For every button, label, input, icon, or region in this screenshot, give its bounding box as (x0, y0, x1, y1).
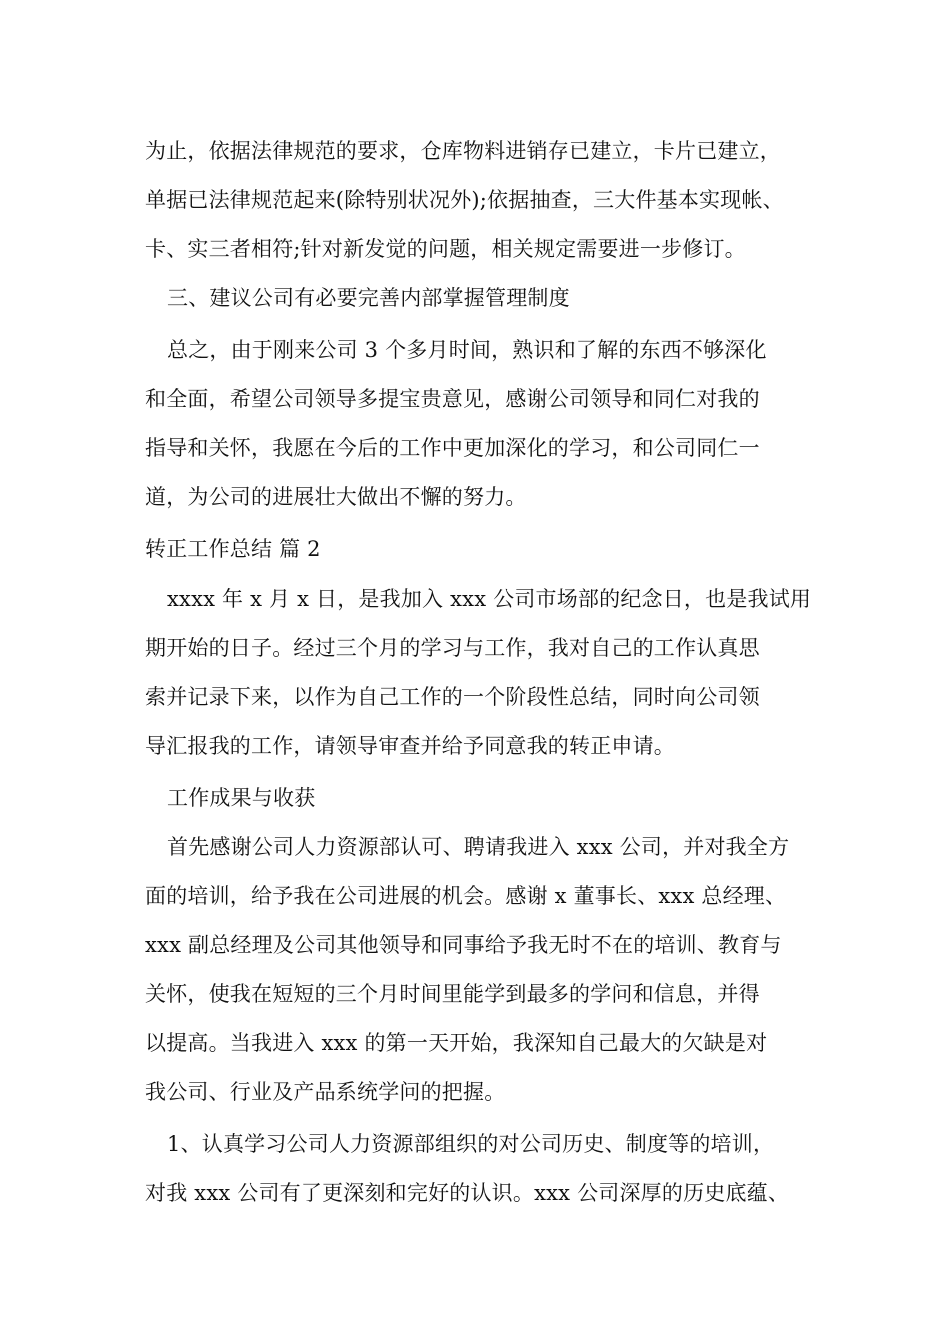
paragraph-line: 道，为公司的进展壮大做出不懈的努力。 (145, 485, 527, 509)
paragraph-line: 和全面，希望公司领导多提宝贵意见，感谢公司领导和同仁对我的 (145, 387, 760, 411)
paragraph-line: 对我 xxx 公司有了更深刻和完好的认识。xxx 公司深厚的历史底蕴、 (145, 1181, 790, 1205)
section-heading: 三、建议公司有必要完善内部掌握管理制度 (167, 286, 570, 310)
paragraph-line: 指导和关怀，我愿在今后的工作中更加深化的学习，和公司同仁一 (145, 436, 760, 460)
paragraph-line: 1、认真学习公司人力资源部组织的对公司历史、制度等的培训， (167, 1132, 775, 1156)
paragraph-line: 导汇报我的工作，请领导审查并给予同意我的转正申请。 (145, 734, 675, 758)
paragraph-line: xxxx 年 x 月 x 日，是我加入 xxx 公司市场部的纪念日，也是我试用 (167, 587, 812, 611)
paragraph-line: 为止，依据法律规范的要求，仓库物料进销存已建立，卡片已建立， (145, 139, 781, 163)
paragraph-line: 卡、实三者相符;针对新发觉的问题，相关规定需要进一步修订。 (145, 237, 746, 261)
paragraph-line: 首先感谢公司人力资源部认可、聘请我进入 xxx 公司，并对我全方 (167, 835, 790, 859)
paragraph-line: 索并记录下来，以作为自己工作的一个阶段性总结，同时向公司领 (145, 685, 760, 709)
paragraph-line: xxx 副总经理及公司其他领导和同事给予我无时不在的培训、教育与 (145, 933, 782, 957)
paragraph-line: 以提高。当我进入 xxx 的第一天开始，我深知自己最大的欠缺是对 (145, 1031, 768, 1055)
section-heading: 工作成果与收获 (167, 786, 316, 810)
article-heading: 转正工作总结 篇 2 (145, 537, 321, 561)
paragraph-line: 关怀，使我在短短的三个月时间里能学到最多的学问和信息，并得 (145, 982, 760, 1006)
paragraph-line: 总之，由于刚来公司 3 个多月时间，熟识和了解的东西不够深化 (167, 338, 767, 362)
paragraph-line: 单据已法律规范起来(除特别状况外);依据抽查，三大件基本实现帐、 (145, 188, 784, 212)
paragraph-line: 我公司、行业及产品系统学问的把握。 (145, 1080, 506, 1104)
paragraph-line: 面的培训，给予我在公司进展的机会。感谢 x 董事长、xxx 总经理、 (145, 884, 787, 908)
paragraph-line: 期开始的日子。经过三个月的学习与工作，我对自己的工作认真思 (145, 636, 760, 660)
